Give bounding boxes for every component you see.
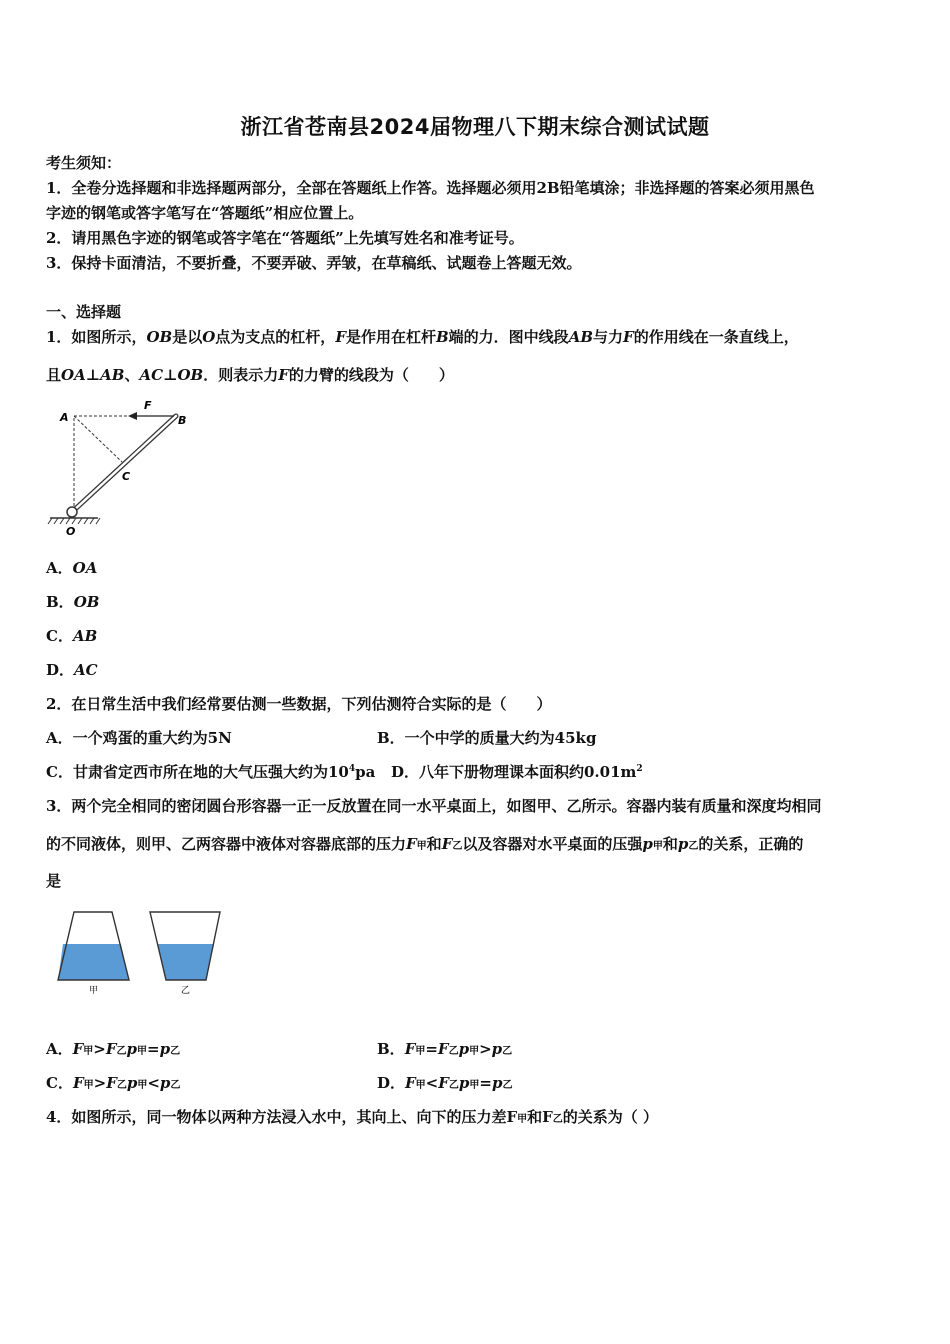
q1-option-b[interactable]: B．OB xyxy=(46,593,100,611)
q2-option-c-d-line xyxy=(46,761,643,782)
q2-option-b[interactable]: B．一个中学的质量大约为45kg xyxy=(377,729,597,747)
q3-stem-line-2: 的不同液体，则甲、乙两容器中液体对容器底部的压力F甲和F乙以及容器对水平桌面的压强p甲和p乙的关系，正确的 xyxy=(46,835,804,853)
notice-item: 3．保持卡面清洁，不要折叠，不要弄破、弄皱，在草稿纸、试题卷上答题无效。 xyxy=(46,254,582,272)
label-a: A xyxy=(60,411,69,424)
notice-item: 1．全卷分选择题和非选择题两部分，全部在答题纸上作答。选择题必须用2B铅笔填涂；非选择题的答案必须用黑色 xyxy=(46,179,815,197)
label-yi: 乙 xyxy=(181,986,191,996)
q2-option-c[interactable]: C．甘肃省定西市所在地的大气压强大约为$10^4pa$ xyxy=(46,763,376,781)
q3-option-a[interactable]: A．F甲>F乙p甲=p乙 xyxy=(46,1040,181,1058)
q3-option-d[interactable]: D．F甲<F乙p甲=p乙 xyxy=(377,1074,513,1092)
label-c: C xyxy=(122,470,131,483)
liquid-yi xyxy=(158,944,214,980)
notice-item: 字迹的钢笔或答字笔写在“答题纸”相应位置上。 xyxy=(46,204,364,222)
containers-figure xyxy=(54,908,226,998)
q2-option-d[interactable]: D．八年下册物理课本面积约$0.01m^2$ xyxy=(390,763,643,781)
q1-option-a[interactable]: A．OA xyxy=(46,559,98,577)
label-o: O xyxy=(66,525,76,538)
notice-item: 2．请用黑色字迹的钢笔或答字笔在“答题纸”上先填写姓名和准考证号。 xyxy=(46,229,524,247)
segment-ac xyxy=(74,416,122,462)
label-b: B xyxy=(178,414,187,427)
q3-option-b[interactable]: B．F甲=F乙p甲>p乙 xyxy=(377,1040,513,1058)
q2-stem: 2．在日常生活中我们经常要估测一些数据，下列估测符合实际的是（ ） xyxy=(46,695,552,713)
q4-stem: 4．如图所示，同一物体以两种方法浸入水中，其向上、向下的压力差F甲和F乙的关系为（ ） xyxy=(46,1108,658,1126)
label-f: F xyxy=(144,399,152,412)
q1-stem-line-1: 1．如图所示，OB是以O点为支点的杠杆，F是作用在杠杆B端的力．图中线段AB与力F的作用线在一条直线上， xyxy=(46,328,799,346)
label-jia: 甲 xyxy=(89,986,99,996)
q1-option-d[interactable]: D．AC xyxy=(46,661,98,679)
q3-stem-line-1: 3．两个完全相同的密闭圆台形容器一正一反放置在同一水平桌面上，如图甲、乙所示。容器内装有质量和深度均相同 xyxy=(46,797,822,815)
liquid-jia xyxy=(58,944,129,980)
q1-stem-line-2: 且OA⊥AB、AC⊥OB．则表示力F的力臂的线段为（ ） xyxy=(46,366,454,384)
q3-stem-line-3: 是 xyxy=(46,872,62,890)
lever-figure xyxy=(46,396,196,540)
q2-option-a[interactable]: A．一个鸡蛋的重大约为5N xyxy=(46,729,232,747)
section-heading: 一、选择题 xyxy=(46,303,122,321)
q3-option-c[interactable]: C．F甲>F乙p甲<p乙 xyxy=(46,1074,181,1092)
q1-option-c[interactable]: C．AB xyxy=(46,627,98,645)
notice-heading: 考生须知： xyxy=(46,154,122,172)
pivot-icon xyxy=(67,507,77,517)
page-title: 浙江省苍南县2024届物理八下期末综合测试试题 xyxy=(240,115,710,139)
